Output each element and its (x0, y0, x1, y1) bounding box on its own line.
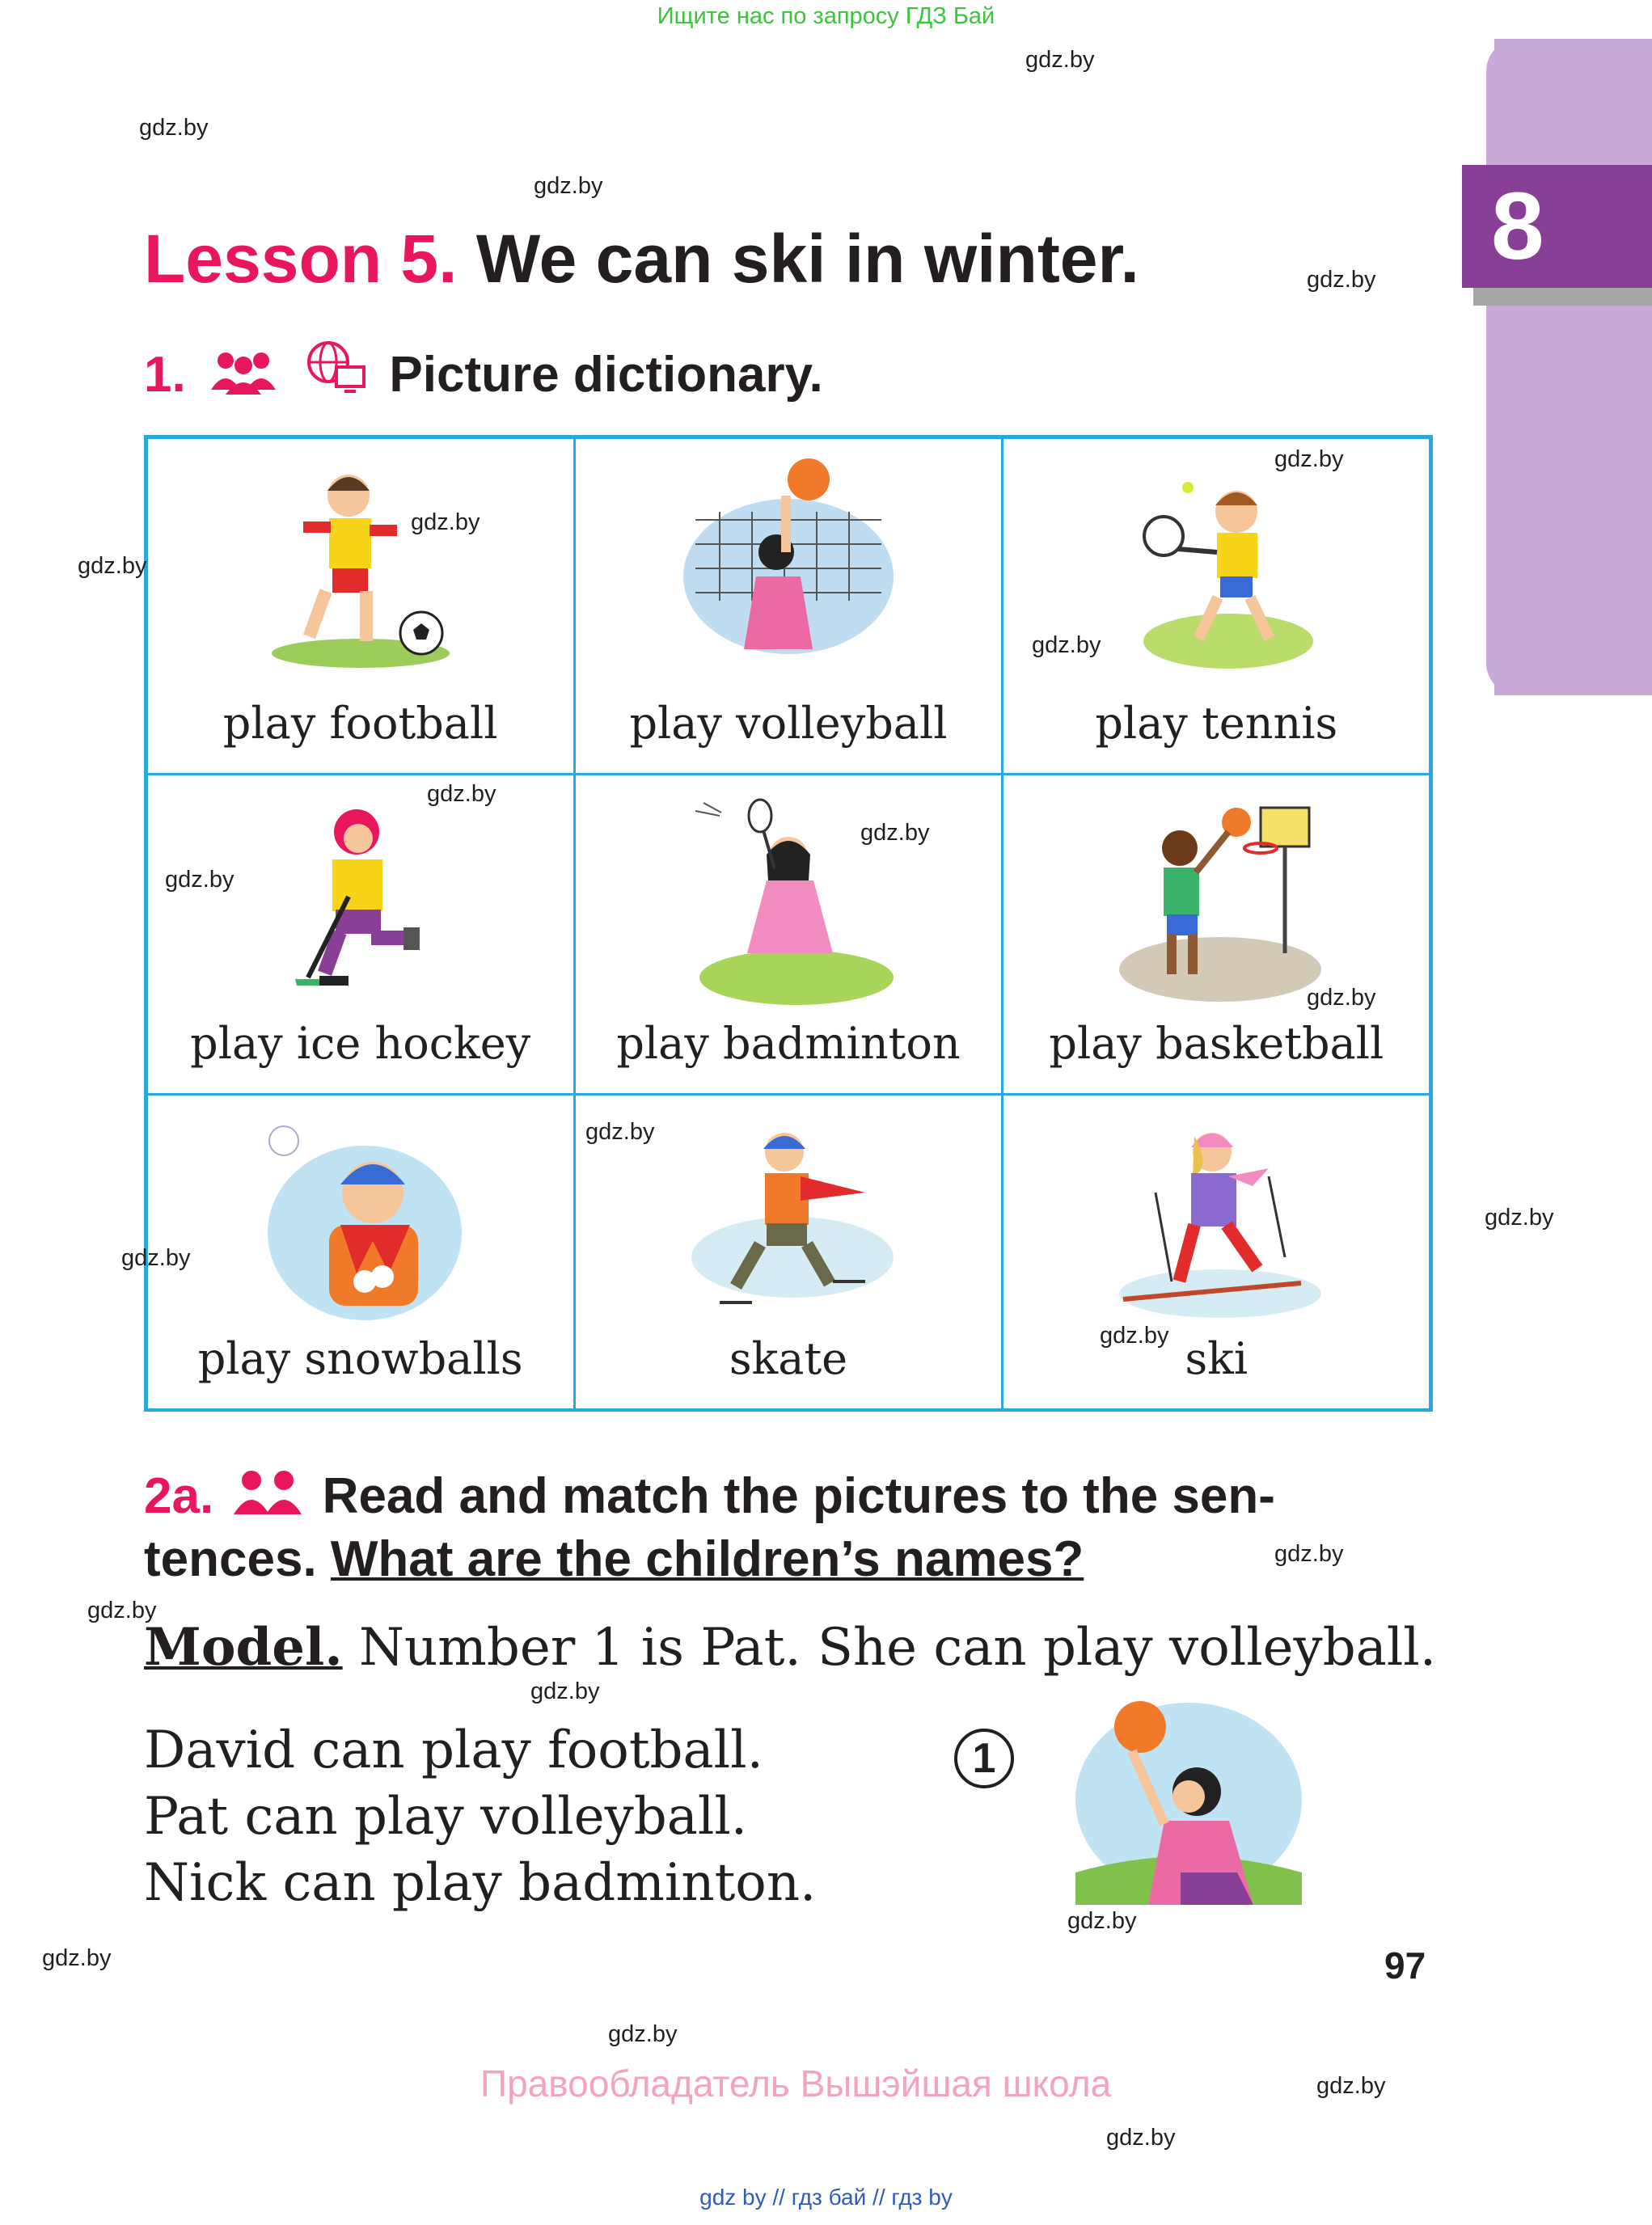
watermark: gdz.by (585, 1119, 655, 1145)
ice-hockey-player-image (251, 792, 470, 1010)
dict-cell-snowballs (146, 1093, 576, 1411)
dict-label: play badminton (616, 1017, 961, 1069)
watermark: gdz.by (1485, 1205, 1554, 1231)
watermark: gdz.by (608, 2021, 678, 2047)
watermark: gdz.by (165, 867, 234, 893)
group-work-icon (208, 348, 279, 396)
lesson-title (144, 220, 1139, 298)
dict-label: play football (222, 697, 498, 749)
dict-cell-volleyball (573, 437, 1003, 775)
watermark: gdz.by (87, 1598, 157, 1623)
picture-number-badge: 1 (954, 1729, 1014, 1788)
dict-label: play volleyball (629, 697, 948, 749)
exercise2-instruction: Read and match the pictures to the sen- (322, 1468, 1275, 1524)
football-player-image (251, 455, 470, 673)
snowball-child-image (251, 1112, 470, 1330)
watermark: gdz.by (1316, 2073, 1386, 2099)
unit-number: 8 (1462, 165, 1652, 288)
watermark: gdz.by (1100, 1323, 1169, 1349)
watermark: gdz.by (1274, 446, 1344, 472)
footer-links[interactable]: gdz by // гдз бай // гдз by (699, 2185, 953, 2210)
dict-label: play tennis (1095, 697, 1338, 749)
dict-cell-football (146, 437, 576, 775)
exercise2-number: 2a. (144, 1468, 214, 1524)
dict-label: play snowballs (197, 1332, 523, 1384)
dict-cell-tennis (1001, 437, 1431, 775)
skating-child-image (679, 1112, 898, 1330)
volleyball-player-image (679, 455, 898, 673)
exercise1-title: Picture dictionary. (389, 347, 823, 403)
watermark: gdz.by (1307, 267, 1376, 293)
volleyball-girl-image (1067, 1695, 1310, 1905)
watermark: gdz.by (427, 781, 496, 807)
exercise1-number: 1. (144, 347, 186, 403)
basketball-player-image (1107, 792, 1325, 1010)
dict-cell-ski (1001, 1093, 1431, 1411)
watermark: gdz.by (411, 509, 480, 535)
exercise1-heading (144, 338, 823, 403)
side-tab (1494, 39, 1652, 695)
watermark: gdz.by (1307, 985, 1376, 1011)
model-line (144, 1617, 1436, 1678)
dict-label: play basketball (1049, 1017, 1384, 1069)
model-text: Number 1 is Pat. She can play volleyball. (358, 1618, 1437, 1678)
dict-cell-ice-hockey (146, 773, 576, 1096)
watermark: gdz.by (530, 1678, 600, 1704)
tennis-player-image (1107, 455, 1325, 673)
globe-computer-icon (304, 338, 367, 396)
exercise2-question: What are the children’s names? (330, 1531, 1084, 1587)
picture-dictionary-grid (144, 435, 1433, 1412)
copyright-notice: Правообладатель Вышэйшая школа (480, 2062, 1112, 2105)
exercise2-heading (144, 1465, 1433, 1591)
dict-label: skate (729, 1332, 848, 1384)
watermark: gdz.by (534, 173, 603, 199)
watermark: gdz.by (1025, 47, 1095, 73)
skiing-child-image (1107, 1112, 1325, 1330)
model-label: Model. (144, 1617, 343, 1678)
lesson-name: We can ski in winter. (475, 221, 1139, 297)
watermark: gdz.by (1106, 2125, 1176, 2151)
dict-cell-basketball (1001, 773, 1431, 1096)
watermark: gdz.by (1067, 1908, 1137, 1934)
dict-label: play ice hockey (190, 1017, 531, 1069)
sentence: Pat can play volleyball. (144, 1787, 748, 1847)
watermark: gdz.by (1032, 632, 1101, 658)
watermark: gdz.by (121, 1245, 191, 1271)
watermark: gdz.by (860, 820, 930, 846)
sentence: David can play football. (144, 1720, 763, 1780)
dict-cell-badminton (573, 773, 1003, 1096)
watermark: gdz.by (139, 115, 209, 141)
dict-label: ski (1185, 1332, 1249, 1384)
page-number: 97 (1384, 1944, 1426, 1986)
unit-tab-shadow (1473, 288, 1652, 306)
lesson-number: Lesson 5. (144, 221, 458, 297)
pair-work-icon (234, 1469, 302, 1516)
watermark: gdz.by (42, 1945, 112, 1971)
watermark: gdz.by (1274, 1541, 1344, 1567)
sentence: Nick can play badminton. (144, 1853, 817, 1913)
watermark: gdz.by (78, 553, 147, 579)
top-banner[interactable]: Ищите нас по запросу ГДЗ Бай (657, 3, 995, 29)
exercise2-instruction-cont: tences. (144, 1531, 317, 1587)
